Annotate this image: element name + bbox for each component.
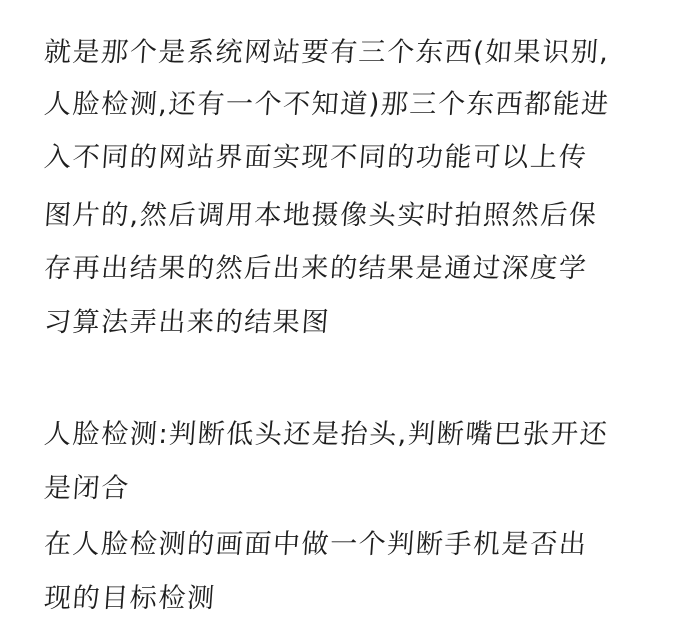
note-line-10: 现的目标检测 xyxy=(42,583,217,614)
note-line-8: 是闭合 xyxy=(42,473,131,504)
note-line-4: 图片的,然后调用本地摄像头实时拍照然后保 xyxy=(42,200,599,231)
note-line-3: 入不同的网站界面实现不同的功能可以上传 xyxy=(42,142,589,173)
note-line-1: 就是那个是系统网站要有三个东西(如果识别, xyxy=(42,37,611,68)
note-line-9: 在人脸检测的画面中做一个判断手机是否出 xyxy=(42,529,589,560)
note-line-5: 存再出结果的然后出来的结果是通过深度学 xyxy=(42,253,589,284)
note-line-6: 习算法弄出来的结果图 xyxy=(42,307,332,338)
note-line-7: 人脸检测:判断低头还是抬头,判断嘴巴张开还 xyxy=(42,419,610,450)
note-line-2: 人脸检测,还有一个不知道)那三个东西都能进 xyxy=(42,89,611,120)
